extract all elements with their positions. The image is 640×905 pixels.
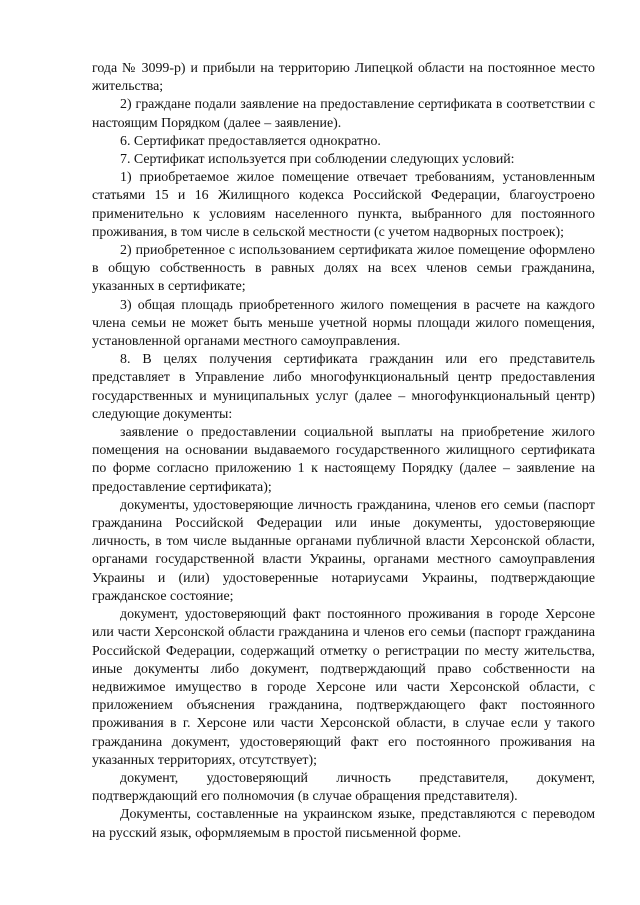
paragraph-condition-2: 2) граждане подали заявление на предоставление сертификата в соответствии с настоящим Порядком (далее – заявление).: [92, 97, 595, 131]
paragraph-item-6: 6. Сертификат предоставляется однократно.: [120, 133, 381, 149]
paragraph-continuation: года № 3099-р) и прибыли на территорию Липецкой области на постоянное место жительства;: [92, 61, 595, 95]
paragraph-item-7-3: 3) общая площадь приобретенного жилого помещения в расчете на каждого члена семьи не может быть меньше учетной нормы площади жилого помещения, установленной органами местного самоуправления.: [92, 297, 595, 350]
paragraph-item-7-2: 2) приобретенное с использованием сертификата жилое помещение оформлено в общую собственность в равных долях на всех членов семьи гражданина, указанных в сертификате;: [92, 243, 595, 295]
paragraph-item-7: 7. Сертификат используется при соблюдении следующих условий:: [120, 152, 515, 168]
paragraph-document-residence: документ, удостоверяющий факт постоянного проживания в городе Херсоне или части Херсонской области гражданина и членов его семьи (паспорт гражданина Российской Федерации, содержащий отметку о регистрации по месту жительства, иные документы либо документ, подтверждающий право собственности на недвижимое имущество в городе Херсоне или части Херсонской области, с приложением объяснения гражданина, подтверждающего факт постоянного проживания в г. Херсоне или части Херсонской области, в случае если у такого гражданина документ, удостоверяющий факт его постоянного проживания на указанных территориях, отсутствует);: [92, 607, 595, 768]
paragraph-document-application: заявление о предоставлении социальной выплаты на приобретение жилого помещения на основании выдаваемого государственного жилищного сертификата по форме согласно приложению 1 к настоящему Порядку (далее – заявление на предоставление сертификата);: [92, 425, 595, 495]
paragraph-translation-note: Документы, составленные на украинском языке, представляются с переводом на русский язык, оформляемым в простой письменной форме.: [92, 807, 595, 841]
paragraph-item-7-1: 1) приобретаемое жилое помещение отвечает требованиям, установленным статьями 15 и 16 Жилищного кодекса Российской Федерации, благоустроено применительно к условиям населенного пункта, выбранного для постоянного проживания, в том числе в сельской местности (с учетом надворных построек);: [92, 170, 595, 240]
paragraph-document-identity: документы, удостоверяющие личность гражданина, членов его семьи (паспорт гражданина Российской Федерации или иные документы, удостоверяющие личность, в том числе выданные органами публичной власти Херсонской области, органами государственной власти Украины, органами местного самоуправления Украины и (или) удостоверенные нотариусами Украины, подтверждающие гражданское состояние;: [92, 497, 595, 604]
paragraph-item-8: 8. В целях получения сертификата гражданин или его представитель представляет в Управление либо многофункциональный центр предоставления государственных и муниципальных услуг (далее – многофункциональный центр) следующие документы:: [92, 352, 595, 422]
paragraph-document-representative: документ, удостоверяющий личность представителя, документ, подтверждающий его полномочия (в случае обращения представителя).: [92, 770, 595, 805]
document-page: [92, 60, 595, 843]
